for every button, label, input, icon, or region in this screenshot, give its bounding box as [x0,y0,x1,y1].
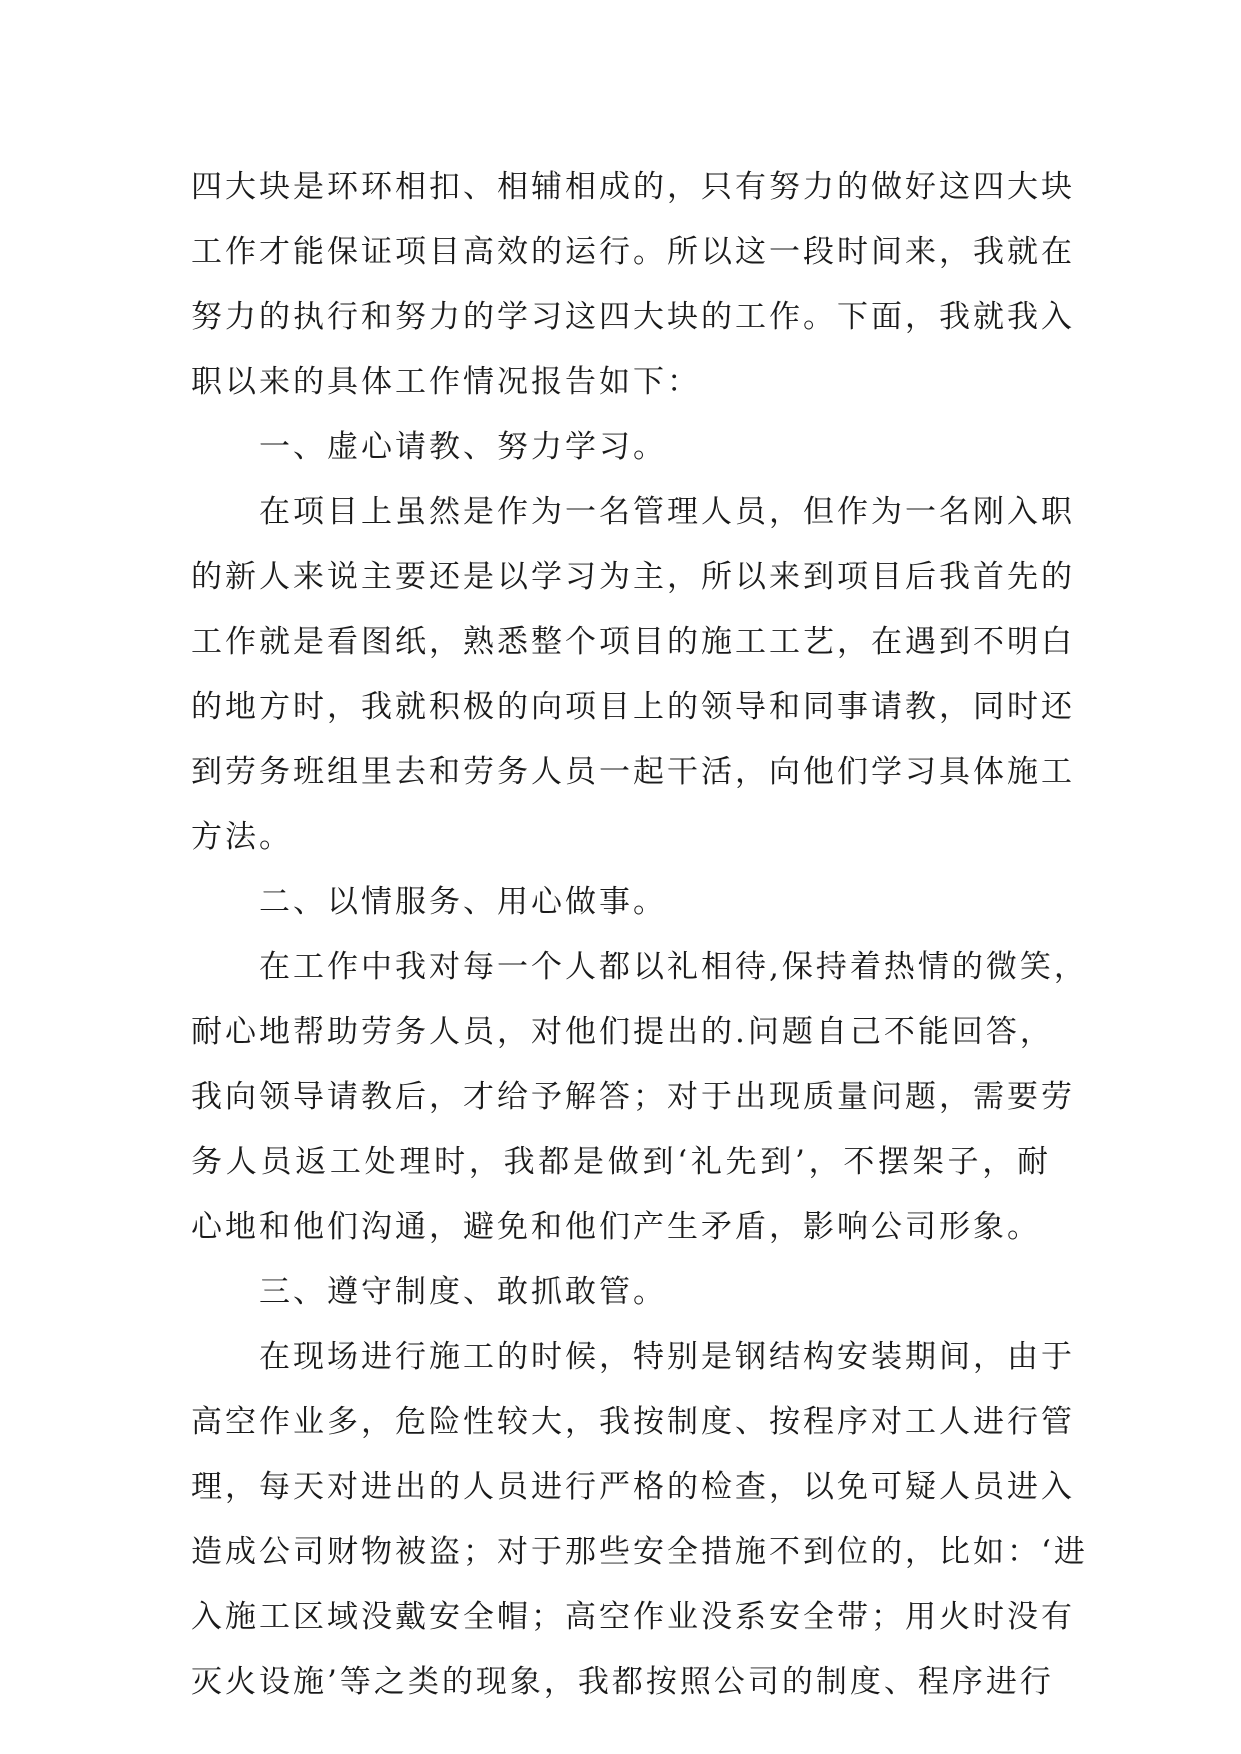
text-line: 灭火设施’等之类的现象，我都按照公司的制度、程序进行 [191,1664,1054,1700]
text-line: 的新人来说主要还是以学习为主，所以来到项目后我首先的 [191,559,1075,595]
text-line: 在工作中我对每一个人都以礼相待,保持着热情的微笑， [259,949,1088,985]
text-line: 四大块是环环相扣、相辅相成的，只有努力的做好这四大块 [191,169,1075,205]
text-line: 工作才能保证项目高效的运行。所以这一段时间来，我就在 [191,234,1075,270]
text-line: 高空作业多，危险性较大，我按制度、按程序对工人进行管 [191,1404,1075,1440]
text-line: 入施工区域没戴安全帽；高空作业没系安全带；用火时没有 [191,1599,1075,1635]
text-line: 耐心地帮助劳务人员，对他们提出的.问题自己不能回答， [191,1014,1054,1050]
text-line: 我向领导请教后，才给予解答；对于出现质量问题，需要劳 [191,1079,1075,1115]
text-line: 方法。 [191,819,293,855]
text-line: 的地方时，我就积极的向项目上的领导和同事请教，同时还 [191,689,1075,725]
text-line: 努力的执行和努力的学习这四大块的工作。下面，我就我入 [191,299,1075,335]
section-heading-2: 二、以情服务、用心做事。 [259,884,667,920]
text-line: 在项目上虽然是作为一名管理人员，但作为一名刚入职 [259,494,1075,530]
section-heading-3: 三、遵守制度、敢抓敢管。 [259,1274,667,1310]
text-line: 在现场进行施工的时候，特别是钢结构安装期间，由于 [259,1339,1075,1375]
text-line: 心地和他们沟通，避免和他们产生矛盾，影响公司形象。 [191,1209,1041,1245]
text-line: 造成公司财物被盗；对于那些安全措施不到位的，比如：‘进 [191,1534,1088,1570]
text-line: 务人员返工处理时，我都是做到‘礼先到’，不摆架子，耐 [191,1144,1051,1180]
body-text [191,155,1088,1715]
text-line: 工作就是看图纸，熟悉整个项目的施工工艺，在遇到不明白 [191,624,1075,660]
section-heading-1: 一、虚心请教、努力学习。 [259,429,667,465]
text-line: 到劳务班组里去和劳务人员一起干活，向他们学习具体施工 [191,754,1075,790]
text-line: 理，每天对进出的人员进行严格的检查，以免可疑人员进入 [191,1469,1075,1505]
text-line: 职以来的具体工作情况报告如下： [191,364,701,400]
